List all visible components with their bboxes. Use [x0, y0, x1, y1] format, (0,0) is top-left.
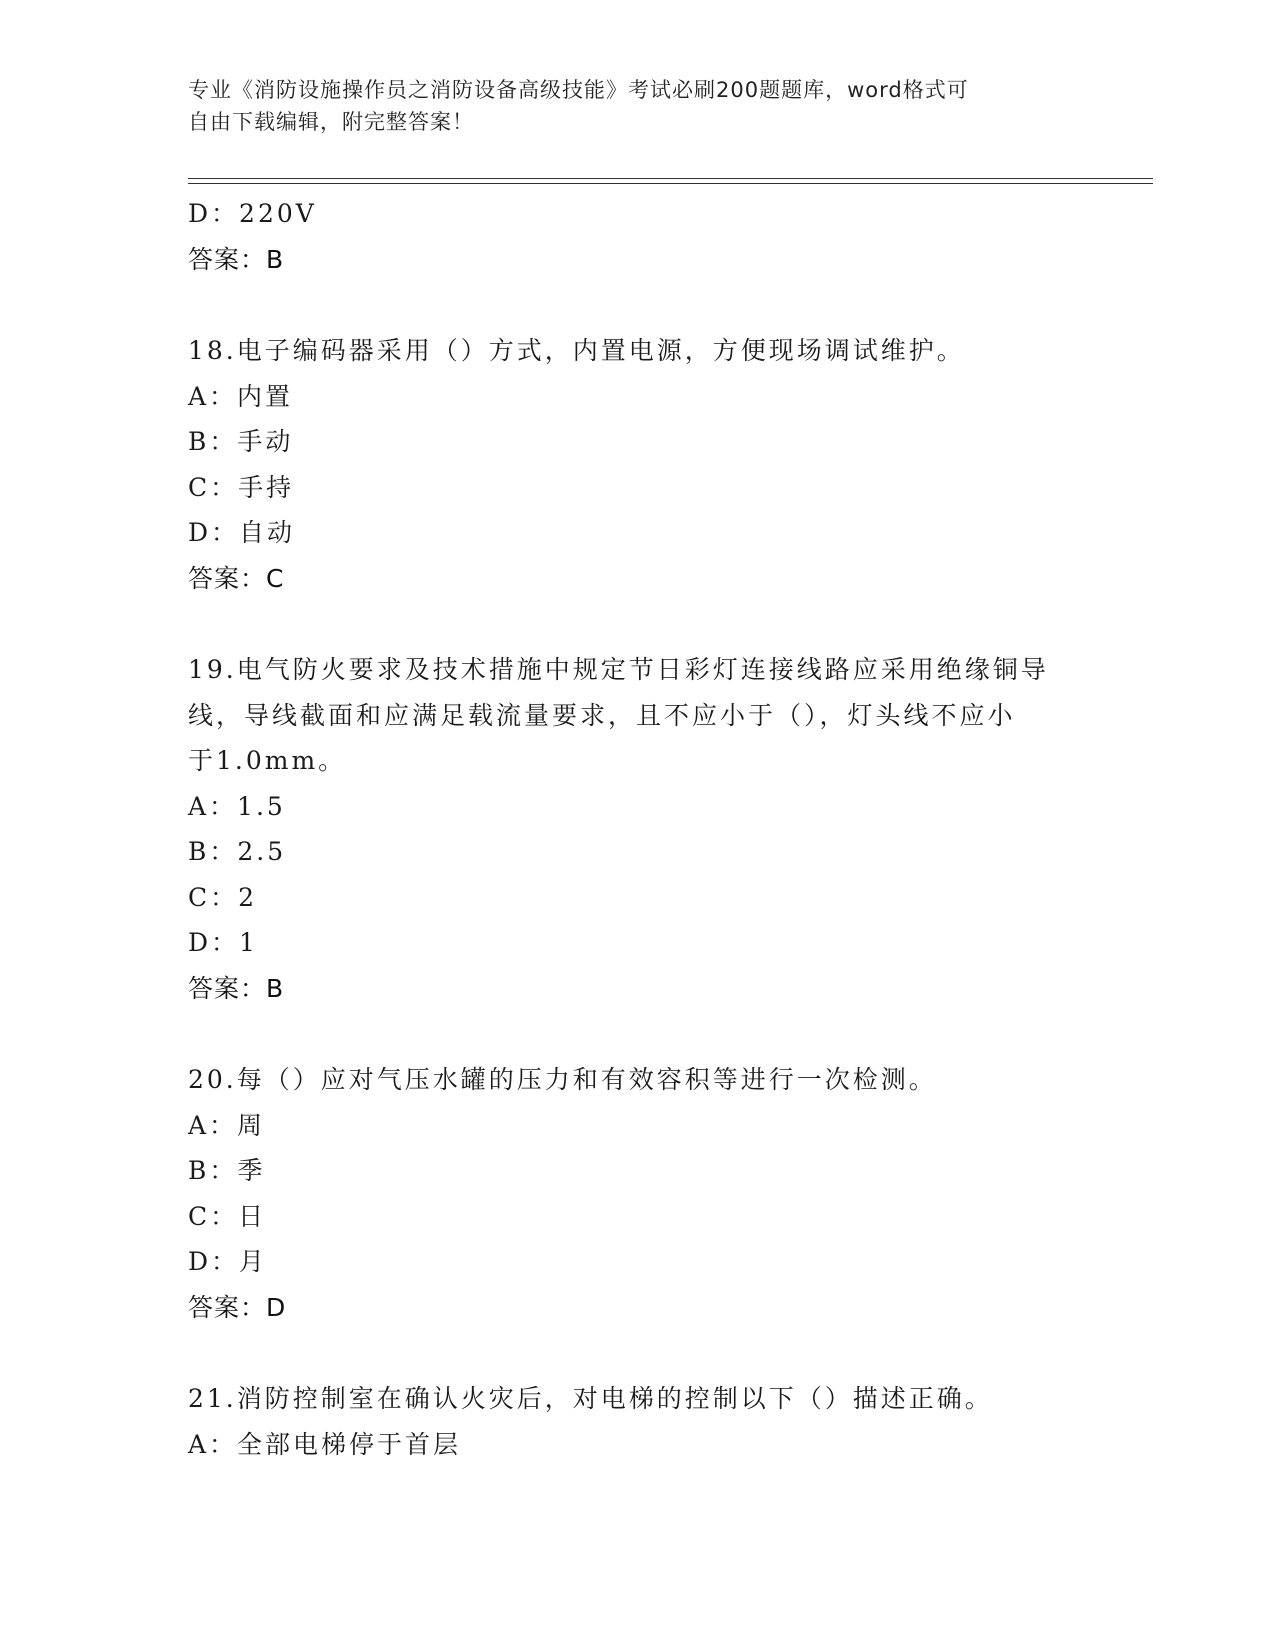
- question-stem: [188, 1057, 1068, 1103]
- question-20: [188, 1057, 1068, 1330]
- header-divider-bottom: [188, 183, 1153, 184]
- option-a: A：内置: [188, 381, 294, 411]
- option-c: C：日: [188, 1201, 267, 1231]
- question-stem-line: 19.电气防火要求及技术措施中规定节日彩灯连接线路应采用绝缘铜导: [188, 655, 1049, 684]
- answer: 答案：B: [188, 973, 285, 1003]
- question-21: [188, 1376, 1068, 1467]
- question-stem-line: 20.每（）应对气压水罐的压力和有效容积等进行一次检测。: [188, 1065, 937, 1094]
- option-d: D：月: [188, 1247, 268, 1276]
- header-divider-top: [188, 178, 1153, 179]
- question-list: [188, 191, 1068, 1467]
- page-header: [188, 74, 1068, 138]
- question-stem-line: 线，导线截面和应满足载流量要求，且不应小于（），灯头线不应小: [188, 700, 1016, 730]
- answer: 答案：D: [188, 1292, 287, 1322]
- question-stem: [188, 1376, 1068, 1422]
- option-a: A：周: [188, 1110, 266, 1140]
- option-c: C：手持: [188, 472, 295, 502]
- option-a: A：1.5: [188, 791, 286, 821]
- header-line-1: 专业《消防设施操作员之消防设备高级技能》考试必刷200题题库，word格式可: [188, 78, 969, 102]
- option-d: D：1: [188, 928, 258, 957]
- answer: 答案：C: [188, 563, 285, 593]
- prev-question-answer: 答案：B: [188, 244, 285, 274]
- question-stem-line: 18.电子编码器采用（）方式，内置电源，方便现场调试维护。: [188, 336, 965, 365]
- question-stem-line: 21.消防控制室在确认火灾后，对电梯的控制以下（）描述正确。: [188, 1384, 993, 1413]
- option-b: B：手动: [188, 427, 294, 456]
- option-d: D：自动: [188, 518, 296, 547]
- option-a: A：全部电梯停于首层: [188, 1429, 462, 1459]
- question-stem-line: 于1.0mm。: [188, 746, 347, 775]
- option-c: C：2: [188, 882, 258, 912]
- question-stem: [188, 647, 1068, 784]
- option-b: B：2.5: [188, 837, 287, 866]
- option-b: B：季: [188, 1156, 266, 1185]
- prev-question-option-d: D：220V: [188, 199, 317, 228]
- question-stem: [188, 328, 1068, 374]
- question-18: [188, 328, 1068, 601]
- question-19: [188, 647, 1068, 1011]
- header-line-2: 自由下载编辑，附完整答案！: [188, 110, 474, 134]
